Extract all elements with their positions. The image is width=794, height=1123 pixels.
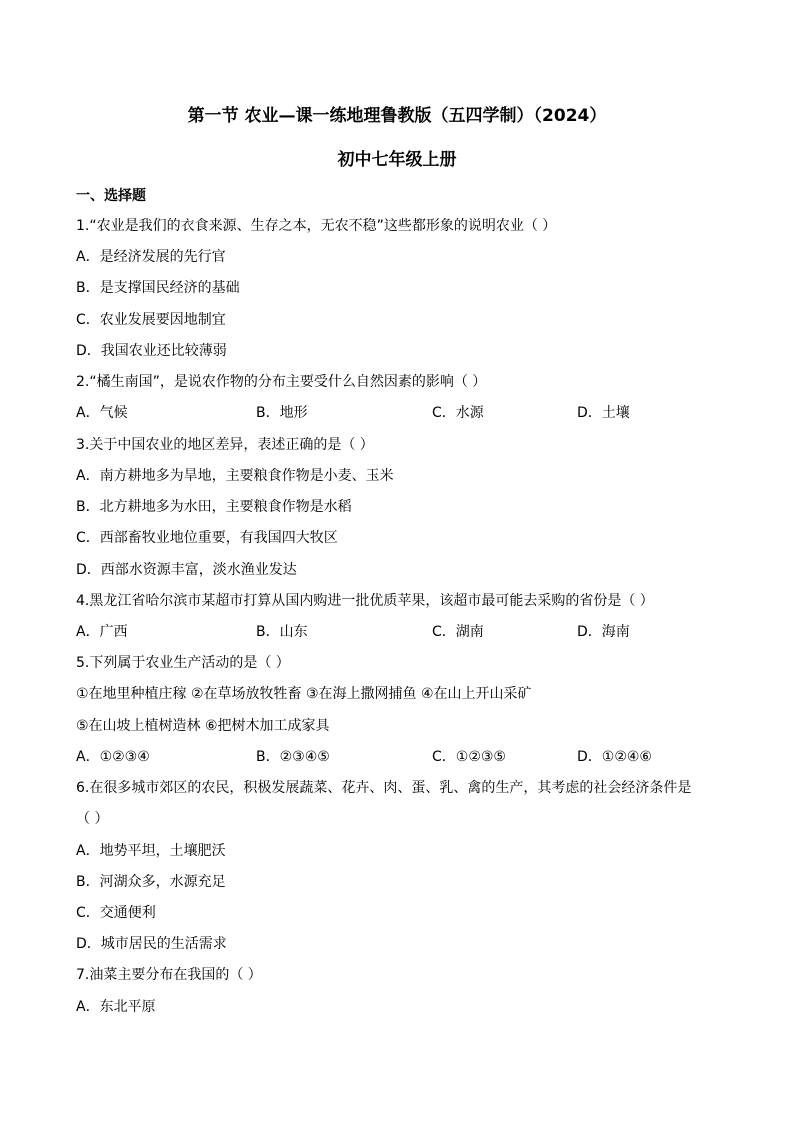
question-4-option-a: A．广西 bbox=[76, 624, 128, 640]
section-heading: 一、选择题 bbox=[76, 188, 146, 204]
question-5-option-b: B．②③④⑤ bbox=[256, 749, 330, 765]
question-4-stem: 4.黑龙江省哈尔滨市某超市打算从国内购进一批优质苹果，该超市最可能去采购的省份是（ ） bbox=[76, 593, 654, 609]
question-5-items-line-2: ⑤在山坡上植树造林 ⑥把树木加工成家具 bbox=[76, 718, 330, 734]
question-3-option-d: D．西部水资源丰富，淡水渔业发达 bbox=[76, 562, 297, 578]
question-4-option-c: C．湖南 bbox=[432, 624, 484, 640]
question-5-stem: 5.下列属于农业生产活动的是（ ） bbox=[76, 655, 290, 671]
question-3-option-b: B．北方耕地多为水田，主要粮食作物是水稻 bbox=[76, 499, 352, 515]
question-5-option-a: A．①②③④ bbox=[76, 749, 150, 765]
question-4-option-b: B．山东 bbox=[256, 624, 308, 640]
question-2-option-d: D．土壤 bbox=[577, 405, 630, 421]
question-5-option-c: C．①②③⑤ bbox=[432, 749, 506, 765]
question-6-option-c: C．交通便利 bbox=[76, 905, 156, 921]
page-subtitle: 初中七年级上册 bbox=[337, 150, 457, 170]
question-7-option-a: A．东北平原 bbox=[76, 999, 156, 1015]
question-1-option-a: A．是经济发展的先行官 bbox=[76, 249, 226, 265]
question-2-stem: 2.“橘生南国”，是说农作物的分布主要受什么自然因素的影响（ ） bbox=[76, 374, 487, 390]
question-2-option-b: B．地形 bbox=[256, 405, 308, 421]
question-5-items-line-1: ①在地里种植庄稼 ②在草场放牧牲畜 ③在海上撒网捕鱼 ④在山上开山采矿 bbox=[76, 686, 532, 702]
question-5-option-d: D．①②④⑥ bbox=[577, 749, 652, 765]
question-6-option-a: A．地势平坦，土壤肥沃 bbox=[76, 843, 226, 859]
question-7-stem: 7.油菜主要分布在我国的（ ） bbox=[76, 967, 262, 983]
question-6-option-b: B．河湖众多，水源充足 bbox=[76, 874, 226, 890]
question-4-option-d: D．海南 bbox=[577, 624, 630, 640]
question-1-stem: 1.“农业是我们的衣食来源、生存之本，无农不稳”这些都形象的说明农业（ ） bbox=[76, 218, 557, 234]
question-3-option-a: A．南方耕地多为旱地，主要粮食作物是小麦、玉米 bbox=[76, 468, 394, 484]
question-3-stem: 3.关于中国农业的地区差异，表述正确的是（ ） bbox=[76, 437, 374, 453]
question-3-option-c: C．西部畜牧业地位重要，有我国四大牧区 bbox=[76, 530, 338, 546]
question-1-option-b: B．是支撑国民经济的基础 bbox=[76, 280, 240, 296]
question-6-stem: 6.在很多城市郊区的农民，积极发展蔬菜、花卉、肉、蛋、乳、禽的生产，其考虑的社会经济条件是 bbox=[76, 780, 692, 796]
question-2-option-a: A．气候 bbox=[76, 405, 128, 421]
question-6-option-d: D．城市居民的生活需求 bbox=[76, 936, 227, 952]
question-1-option-c: C．农业发展要因地制宜 bbox=[76, 312, 226, 328]
question-2-option-c: C．水源 bbox=[432, 405, 484, 421]
page-title: 第一节 农业—课一练地理鲁教版（五四学制）（2024） bbox=[187, 106, 607, 126]
question-1-option-d: D．我国农业还比较薄弱 bbox=[76, 343, 227, 359]
question-6-stem-continued: （ ） bbox=[76, 811, 109, 827]
